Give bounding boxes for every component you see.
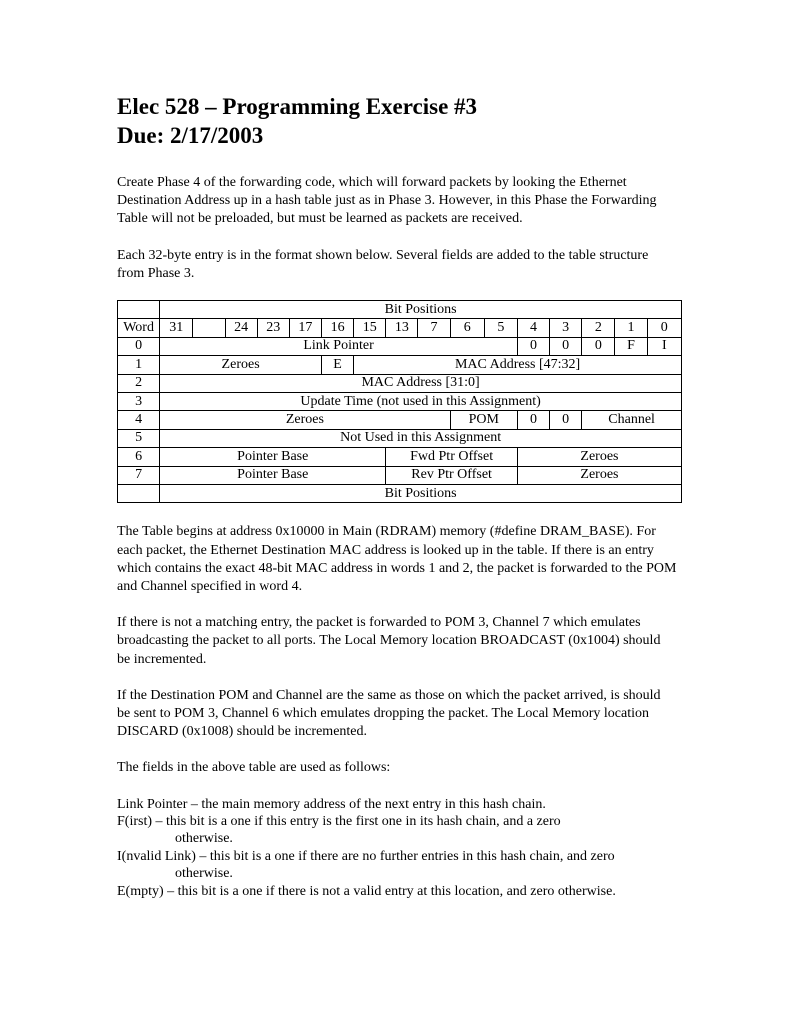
field-definitions xyxy=(117,796,677,900)
pointer-base-field: Pointer Base xyxy=(160,466,386,484)
header-bit-1: 1 xyxy=(615,319,647,337)
header-bit-13: 13 xyxy=(386,319,418,337)
bit-3-value: 0 xyxy=(550,337,582,355)
table-row-word-2 xyxy=(118,374,682,392)
paragraph-broadcast: If there is not a matching entry, the packet is forwarded to POM 3, Channel 7 which emulates broadcasting the packet to all ports. The Local Memory location BROADCAST (0x1004) should be incremented. xyxy=(117,615,661,667)
table-row-word-5 xyxy=(118,429,682,447)
table-row-word-4 xyxy=(118,411,682,429)
header-bit-5: 5 xyxy=(484,319,517,337)
bit-4-value: 0 xyxy=(517,411,549,429)
zeroes-field: Zeroes xyxy=(160,356,322,374)
word-number: 0 xyxy=(118,337,160,355)
header-bit-4: 4 xyxy=(517,319,549,337)
bit-positions-footer: Bit Positions xyxy=(160,484,682,502)
header-word: Word xyxy=(118,319,160,337)
definition-invalid-line-1: I(nvalid Link) – this bit is a one if there are no further entries in this hash chain, and zero xyxy=(117,848,615,864)
word-number: 6 xyxy=(118,448,160,466)
first-bit-field: F xyxy=(615,337,647,355)
definition-link-pointer: Link Pointer – the main memory address of the next entry in this hash chain. xyxy=(117,796,546,812)
bit-4-value: 0 xyxy=(517,337,549,355)
header-bit-16: 16 xyxy=(321,319,353,337)
definition-first-line-2: otherwise. xyxy=(175,831,233,847)
title-block xyxy=(117,92,677,150)
header-bit-6: 6 xyxy=(450,319,484,337)
paragraph-fields-intro: The fields in the above table are used as follows: xyxy=(117,760,391,776)
table-row-word-3 xyxy=(118,392,682,410)
table-cell-blank xyxy=(118,484,160,502)
word-number: 7 xyxy=(118,466,160,484)
definition-first-line-1: F(irst) – this bit is a one if this entry is the first one in its hash chain, and a zero xyxy=(117,813,561,829)
paragraph-entry-format: Each 32-byte entry is in the format shown below. Several fields are added to the table structure from Phase 3. xyxy=(117,247,649,281)
channel-field: Channel xyxy=(582,411,682,429)
table-row-word-6 xyxy=(118,448,682,466)
header-bit-0: 0 xyxy=(647,319,681,337)
bit-3-value: 0 xyxy=(550,411,582,429)
paragraph-table-location: The Table begins at address 0x10000 in Main (RDRAM) memory (#define DRAM_BASE). For each packet, the Ethernet Destination MAC address is looked up in the table. If there is an entry which contains the exact 48-bit MAC address in words 1 and 2, the packet is forwarded to the POM and Channel specified in word 4. xyxy=(117,524,677,594)
rev-ptr-offset-field: Rev Ptr Offset xyxy=(386,466,518,484)
word-number: 1 xyxy=(118,356,160,374)
word-number: 3 xyxy=(118,392,160,410)
fwd-ptr-offset-field: Fwd Ptr Offset xyxy=(386,448,518,466)
word-number: 5 xyxy=(118,429,160,447)
table-row-word-1 xyxy=(118,356,682,374)
table-row-bit-positions-top xyxy=(118,301,682,319)
table-row-word-7 xyxy=(118,466,682,484)
table-row-word-0 xyxy=(118,337,682,355)
header-bit-3: 3 xyxy=(550,319,582,337)
header-bit-31: 31 xyxy=(160,319,193,337)
table-header-row xyxy=(118,319,682,337)
zeroes-field: Zeroes xyxy=(517,466,681,484)
paragraph-discard: If the Destination POM and Channel are the same as those on which the packet arrived, is should be sent to POM 3, Channel 6 which emulates dropping the packet. The Local Memory location DISCARD (0x1008) should be incremented. xyxy=(117,687,661,740)
bit-2-value: 0 xyxy=(582,337,615,355)
mac-address-low-field: MAC Address [31:0] xyxy=(160,374,682,392)
bit-positions-header: Bit Positions xyxy=(160,301,682,319)
paragraph-intro: Create Phase 4 of the forwarding code, which will forward packets by looking the Ethernet Destination Address up in a hash table just as in Phase 3. However, in this Phase the Forwarding Table will not be preloaded, but must be learned as packets are received. xyxy=(117,175,657,227)
header-bit-17: 17 xyxy=(289,319,321,337)
header-bit-24: 24 xyxy=(225,319,257,337)
word-number: 2 xyxy=(118,374,160,392)
link-pointer-field: Link Pointer xyxy=(160,337,518,355)
header-bit-2: 2 xyxy=(582,319,615,337)
title-line-1: Elec 528 – Programming Exercise #3 xyxy=(117,94,478,119)
mac-address-high-field: MAC Address [47:32] xyxy=(354,356,682,374)
document-page xyxy=(117,92,677,900)
definition-invalid-line-2: otherwise. xyxy=(175,866,233,882)
invalid-bit-field: I xyxy=(647,337,681,355)
definition-empty: E(mpty) – this bit is a one if there is not a valid entry at this location, and zero otherwise. xyxy=(117,883,616,899)
entry-format-table xyxy=(117,300,682,503)
header-bit-23: 23 xyxy=(257,319,289,337)
empty-bit-field: E xyxy=(321,356,353,374)
pom-field: POM xyxy=(450,411,517,429)
header-bit-7: 7 xyxy=(418,319,450,337)
word-number: 4 xyxy=(118,411,160,429)
title-line-2: Due: 2/17/2003 xyxy=(117,123,264,148)
table-cell-blank xyxy=(118,301,160,319)
update-time-field: Update Time (not used in this Assignment) xyxy=(160,392,682,410)
zeroes-field: Zeroes xyxy=(160,411,450,429)
not-used-field: Not Used in this Assignment xyxy=(160,429,682,447)
zeroes-field: Zeroes xyxy=(517,448,681,466)
header-bit-blank xyxy=(193,319,225,337)
header-bit-15: 15 xyxy=(354,319,386,337)
table-row-bit-positions-bottom xyxy=(118,484,682,502)
pointer-base-field: Pointer Base xyxy=(160,448,386,466)
